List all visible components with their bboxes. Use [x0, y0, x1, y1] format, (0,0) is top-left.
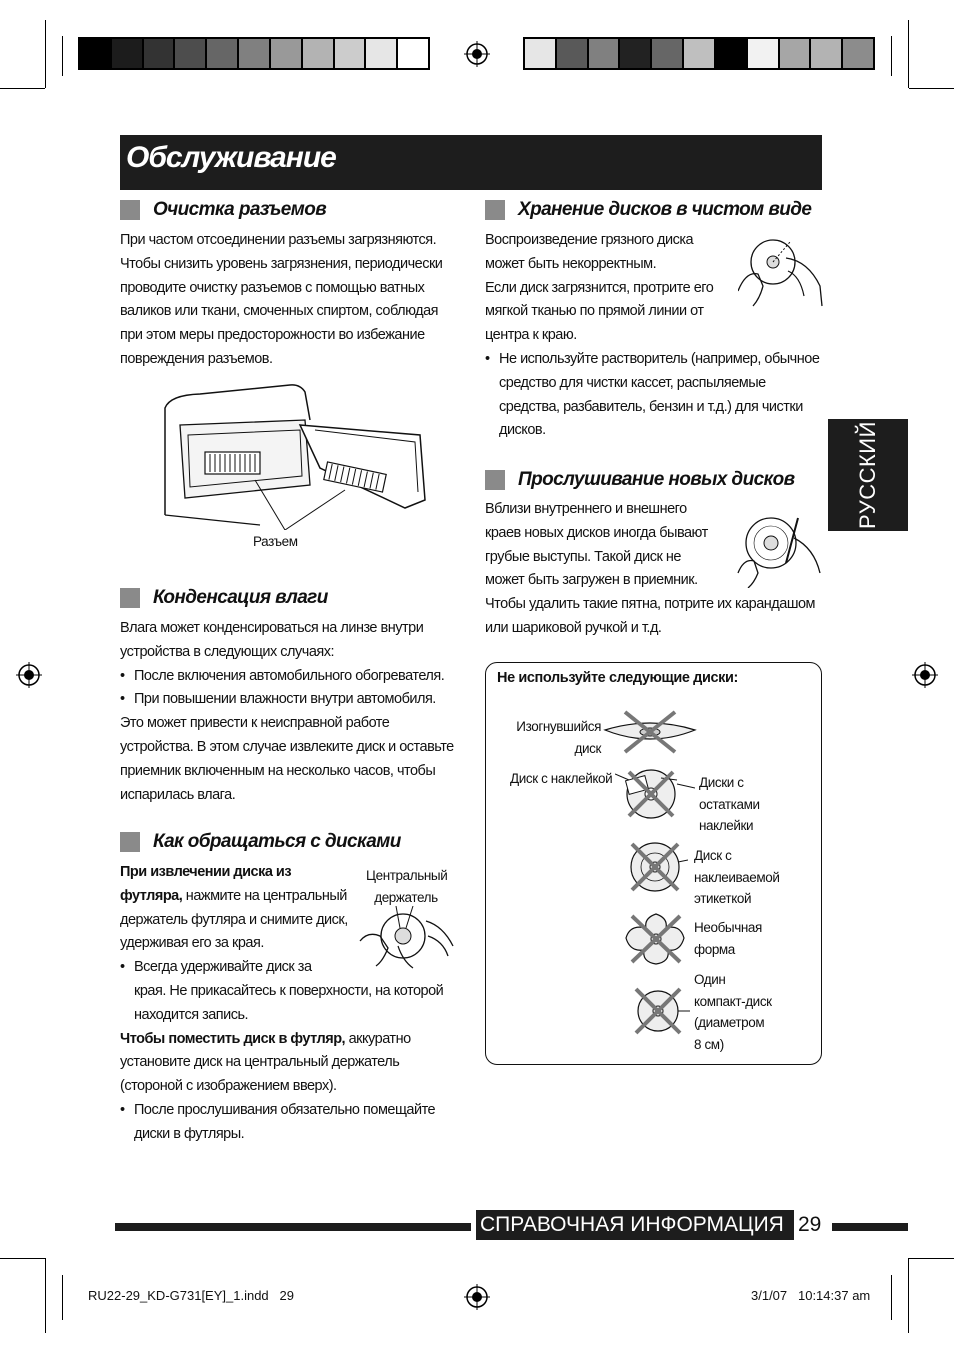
text-line: Это может привести к неисправной работе — [120, 715, 390, 732]
color-swatch — [748, 39, 780, 68]
connector-figure-label: Разъем — [253, 534, 298, 549]
text-line: может быть некорректным. — [485, 255, 657, 272]
text-line: средство для чистки кассет, распыляемые — [499, 374, 766, 391]
bold-text: футляра, — [120, 887, 183, 904]
text-line: валиков или ткани, смоченных спиртом, соблюдая — [120, 303, 439, 320]
color-swatch — [271, 39, 303, 68]
bullet-item: • При повышении влажности внутри автомобиля. — [120, 688, 465, 712]
footer-rule-left — [115, 1223, 471, 1231]
sticker-disc-icon — [615, 768, 695, 820]
condensation-text — [120, 617, 465, 807]
language-tab-label: РУССКИЙ — [855, 421, 880, 529]
text-span: нажмите на центральный — [182, 887, 347, 904]
slug-date: 3/1/07 10:14:37 am — [751, 1288, 871, 1303]
text-line: остатками — [699, 796, 760, 812]
color-swatch — [335, 39, 367, 68]
section-heading-connectors — [120, 199, 326, 221]
irregular-shape-disc-icon — [624, 912, 688, 966]
section-title: Как обращаться с дисками — [153, 831, 401, 852]
text-line: компакт-диск — [694, 993, 772, 1009]
footer-rule-right — [832, 1223, 908, 1231]
unsupported-discs-title: Не используйте следующие диски: — [497, 670, 738, 686]
text-line: • Всегда удерживайте диск за — [134, 959, 312, 976]
footer-section-label: СПРАВОЧНАЯ ИНФОРМАЦИЯ — [476, 1210, 794, 1240]
text-line: • После прослушивания обязательно помещайте — [134, 1101, 436, 1118]
color-swatch — [620, 39, 652, 68]
section-square — [120, 588, 140, 608]
section-square — [485, 470, 505, 490]
color-swatch — [843, 39, 873, 68]
section-title: Прослушивание новых дисков — [518, 469, 795, 490]
color-swatch — [303, 39, 335, 68]
text-line: удерживая его за края. — [120, 935, 264, 952]
text-line: держатель футляра и снимите диск, — [120, 911, 348, 928]
text-line: этикеткой — [694, 891, 752, 906]
page-title: Обслуживание — [126, 141, 336, 174]
connector-illustration — [160, 380, 460, 530]
color-swatch — [811, 39, 843, 68]
text-line — [120, 1028, 465, 1052]
color-swatch — [398, 39, 428, 68]
text-line: Один — [694, 972, 726, 987]
text-line: Чтобы снизить уровень загрязнения, периодически — [120, 255, 443, 272]
text-line: может быть загружен в приемник. — [485, 572, 698, 589]
text-span: аккуратно — [345, 1030, 411, 1047]
shape-disc-label — [694, 917, 762, 960]
sticker-disc-label: Диск с наклейкой — [510, 771, 613, 786]
color-swatch — [366, 39, 398, 68]
text-line: диск — [574, 740, 601, 756]
language-tab — [828, 419, 908, 531]
color-swatch — [684, 39, 716, 68]
text-line: испарилась влага. — [120, 786, 236, 803]
text-line: грубые выступы. Такой диск не — [485, 548, 681, 565]
section-square — [120, 200, 140, 220]
disc-case-illustration — [358, 906, 458, 971]
text-line: при этом меры предосторожности во избежание — [120, 327, 425, 344]
color-swatch — [207, 39, 239, 68]
slug-file: RU22-29_KD-G731[EY]_1.indd 29 — [88, 1288, 294, 1303]
section-title: Конденсация влаги — [153, 587, 328, 608]
section-title: Хранение дисков в чистом виде — [518, 199, 812, 220]
color-swatch — [144, 39, 176, 68]
label-disc-label — [694, 845, 780, 910]
text-line: проводите очистку разъемов с помощью ватных — [120, 279, 425, 296]
text-line: Чтобы удалить такие пятна, потрите их карандашом — [485, 596, 815, 613]
pen-disc-illustration — [736, 513, 826, 588]
color-swatch — [780, 39, 812, 68]
bullet-item — [120, 1099, 465, 1147]
text-line: • Не используйте растворитель (например, обычное — [499, 350, 820, 367]
color-swatch — [80, 39, 112, 68]
text-line: приемник включенным на несколько часов, чтобы — [120, 762, 436, 779]
text-line: Диск с — [694, 848, 732, 863]
text-line: Вблизи внутреннего и внешнего — [485, 501, 687, 517]
text-line: наклейки — [699, 818, 754, 833]
text-line: края. Не прикасайтесь к поверхности, на которой — [134, 982, 444, 999]
text-line: средства, разбавитель, бензин и т.д.) для чистки — [499, 398, 803, 415]
text-line: мягкой тканью по прямой линии от — [485, 303, 704, 320]
bold-text: При извлечении диска из — [120, 864, 292, 880]
text-line: находится запись. — [134, 1006, 249, 1023]
warped-disc-icon — [600, 708, 700, 756]
text-line: (диаметром — [694, 1015, 765, 1030]
section-heading-handling — [120, 831, 401, 853]
bold-text: Чтобы поместить диск в футляр, — [120, 1030, 346, 1047]
text-line: Необычная — [694, 920, 762, 935]
color-swatch — [112, 39, 144, 68]
color-bar-left — [78, 37, 430, 70]
registration-mark-icon — [464, 1284, 490, 1310]
registration-mark-icon — [464, 41, 490, 67]
text-line: Воспроизведение грязного диска — [485, 232, 694, 248]
text-line: краев новых дисков иногда бывают — [485, 524, 708, 541]
color-swatch — [557, 39, 589, 68]
warped-disc-label — [503, 716, 601, 759]
text-line: Влага может конденсироваться на линзе внутри — [120, 620, 424, 636]
text-line: 8 см) — [694, 1036, 724, 1052]
text-line: повреждения разъемов. — [120, 350, 273, 367]
residue-disc-label — [699, 772, 760, 837]
registration-mark-icon — [16, 662, 42, 688]
text-line: Если диск загрязнится, протрите его — [485, 279, 714, 296]
text-line: наклеиваемой — [694, 869, 780, 885]
text-line: (стороной с изображением вверх). — [120, 1078, 337, 1095]
section-heading-storage — [485, 199, 811, 221]
color-bar-right — [523, 37, 875, 70]
section-square — [485, 200, 505, 220]
color-swatch — [652, 39, 684, 68]
bullet-item — [485, 348, 825, 443]
section-heading-new-discs — [485, 469, 794, 491]
small-cd-icon — [626, 985, 690, 1037]
text-line: Центральный — [366, 868, 448, 883]
section-heading-condensation — [120, 587, 328, 609]
text-line: форма — [694, 941, 735, 957]
text-line: держатель — [374, 889, 438, 905]
page-number: 29 — [798, 1213, 822, 1236]
text-line: или шариковой ручкой и т.д. — [485, 619, 662, 636]
connectors-text — [120, 229, 460, 372]
color-swatch — [589, 39, 621, 68]
text-line: установите диск на центральный держатель — [120, 1054, 400, 1071]
text-line: Изогнувшийся — [516, 719, 601, 734]
text-line: устройства в следующих случаях: — [120, 643, 335, 660]
wiping-disc-illustration — [738, 236, 824, 308]
labeled-disc-icon — [622, 840, 688, 894]
color-swatch — [716, 39, 748, 68]
color-swatch — [175, 39, 207, 68]
text-line: При частом отсоединении разъемы загрязняются. — [120, 232, 437, 248]
text-line: Диски с — [699, 775, 744, 790]
bullet-item: • После включения автомобильного обогревателя. — [120, 665, 465, 689]
single-cd-label — [694, 969, 772, 1055]
text-line: диски в футляры. — [134, 1125, 245, 1142]
section-square — [120, 832, 140, 852]
color-swatch — [239, 39, 271, 68]
color-swatch — [525, 39, 557, 68]
text-line: устройства. В этом случае извлеките диск и оставьте — [120, 738, 454, 755]
holder-figure-label — [366, 865, 446, 908]
registration-mark-icon — [912, 662, 938, 688]
text-line: дисков. — [499, 422, 546, 439]
text-line: центра к краю. — [485, 327, 577, 344]
section-title: Очистка разъемов — [153, 199, 327, 220]
